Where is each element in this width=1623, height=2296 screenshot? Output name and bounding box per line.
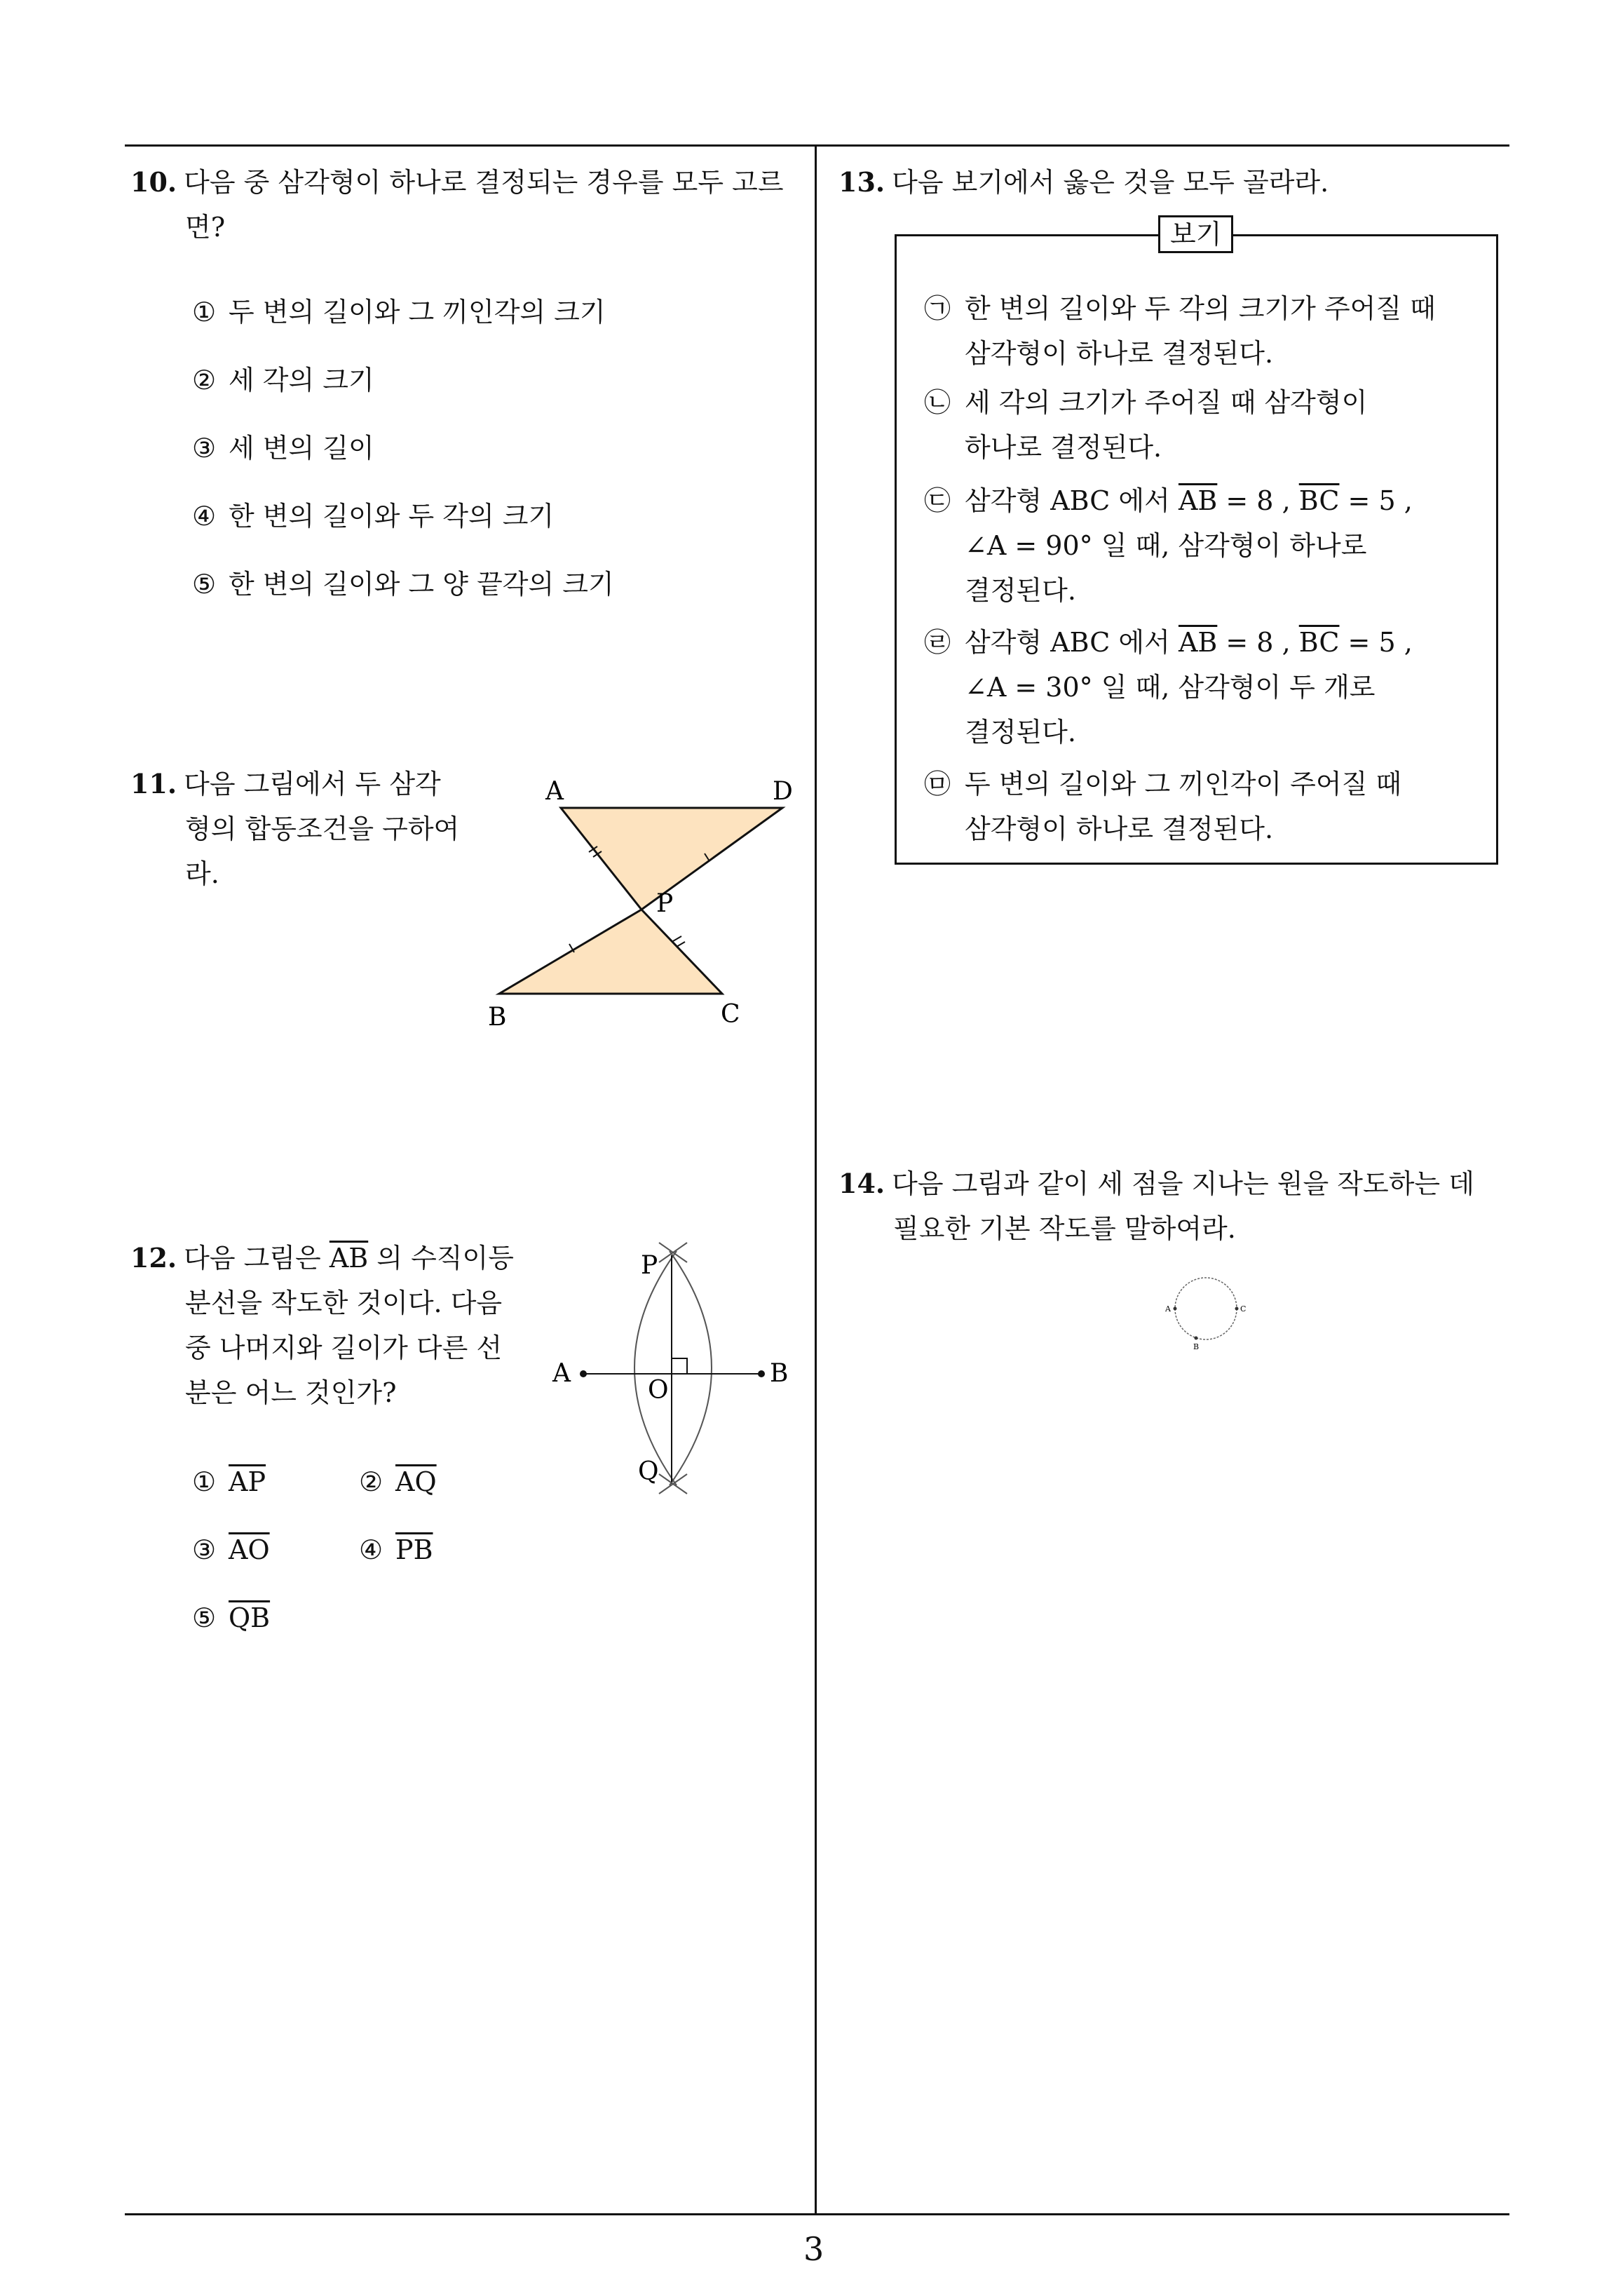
tick-cp [673, 936, 681, 941]
top-rule [125, 144, 1509, 147]
question-text-line2: 면? [185, 212, 226, 243]
label-q: Q [638, 1457, 659, 1486]
q12-choice-4[interactable]: ④ $\overline{PB}$ [359, 1534, 433, 1565]
q10-choice-4[interactable]: ④ 한 변의 길이와 두 각의 크기 [192, 501, 555, 532]
q14-circle-figure [1157, 1262, 1255, 1353]
label-a: A [1165, 1304, 1171, 1314]
label-a: A [545, 777, 564, 806]
arc-right [670, 1251, 712, 1485]
bogi-item-1: ㉠ 한 변의 길이와 두 각의 크기가 주어질 때 삼각형이 하나로 결정된다. [924, 293, 1436, 369]
question-text: 다음 보기에서 옳은 것을 모두 골라라. [892, 167, 1329, 198]
bogi-item-3: ㉢ 삼각형 ABC 에서 $\overline{AB} = 8$ , $\overline{BC} = 5$ , ∠A = 90° 일 때, 삼각형이 하나로 결정된다. [924, 485, 1413, 606]
q12-bisector-figure [547, 1241, 813, 1508]
q10-choice-5[interactable]: ⑤ 한 변의 길이와 그 양 끝각의 크기 [192, 569, 614, 600]
label-b: B [1193, 1342, 1200, 1351]
point-b [758, 1370, 765, 1377]
question-text-line1: 다음 그림에서 두 삼각 [184, 769, 441, 799]
arc-left [634, 1251, 677, 1485]
point-b [1195, 1337, 1198, 1340]
q11-triangle-figure [484, 764, 813, 1038]
tick-cp-2 [677, 942, 685, 947]
label-c: C [1240, 1304, 1247, 1314]
question-number: 14. [838, 1168, 885, 1199]
q10-choice-3[interactable]: ③ 세 변의 길이 [192, 433, 374, 464]
bottom-rule [125, 2213, 1509, 2215]
label-a: A [552, 1359, 571, 1388]
question-12: 12. 다음 그림은 $\overline{AB}$ 의 수직이등 분선을 작도한 것이다. 다음 중 나머지와 길이가 다른 선 분은 어느 것인가? [130, 1236, 537, 1415]
triangle-pbc [499, 910, 722, 994]
question-text-line2: 필요한 기본 작도를 말하여라. [893, 1213, 1236, 1244]
point-c [1235, 1307, 1239, 1311]
bogi-item-4: ㉣ 삼각형 ABC 에서 $\overline{AB} = 8$ , $\overline{BC} = 5$ , ∠A = 30° 일 때, 삼각형이 두 개로 결정된다. [924, 627, 1413, 748]
question-14 [838, 1161, 1512, 1251]
column-divider [815, 144, 817, 2215]
bogi-item-5: ㉤ 두 변의 길이와 그 끼인각이 주어질 때 삼각형이 하나로 결정된다. [924, 769, 1402, 844]
label-o: O [648, 1376, 669, 1405]
question-number: 13. [838, 166, 885, 198]
point-a [1174, 1307, 1177, 1311]
label-d: D [773, 777, 793, 806]
right-angle-mark [672, 1358, 687, 1374]
question-number: 11. [130, 768, 177, 799]
question-text-line1: 다음 그림과 같이 세 점을 지나는 원을 작도하는 데 [892, 1168, 1474, 1199]
question-text-line4: 분은 어느 것인가? [185, 1377, 397, 1408]
label-b: B [770, 1359, 789, 1388]
question-number: 10. [130, 166, 177, 198]
question-text-line2: 형의 합동조건을 구하여 [185, 813, 460, 844]
q12-choice-2[interactable]: ② $\overline{AQ}$ [359, 1466, 437, 1497]
segment-ab: $\overline{AB}$ [329, 1243, 369, 1274]
bogi-title: 보기 [1158, 215, 1233, 253]
page-number: 3 [803, 2230, 824, 2268]
question-text-line2: 분선을 작도한 것이다. 다음 [185, 1288, 503, 1318]
question-11 [130, 762, 523, 896]
bogi-item-2: ㉡ 세 각의 크기가 주어질 때 삼각형이 하나로 결정된다. [924, 387, 1368, 463]
question-number: 12. [130, 1242, 177, 1274]
q12-choice-5[interactable]: ⑤ $\overline{QB}$ [192, 1602, 271, 1633]
question-text-line3: 중 나머지와 길이가 다른 선 [185, 1332, 503, 1363]
question-10 [130, 160, 810, 250]
question-13 [838, 160, 1498, 205]
question-text-line1: 다음 중 삼각형이 하나로 결정되는 경우를 모두 고르 [184, 167, 784, 198]
q12-choice-3[interactable]: ③ $\overline{AO}$ [192, 1534, 270, 1565]
q12-choice-1[interactable]: ① $\overline{AP}$ [192, 1466, 266, 1497]
label-c: C [721, 1000, 740, 1029]
question-text-line3: 라. [185, 858, 219, 889]
label-p: P [641, 1251, 658, 1280]
q10-choice-2[interactable]: ② 세 각의 크기 [192, 365, 374, 396]
label-p: P [656, 889, 674, 918]
label-b: B [488, 1003, 507, 1032]
point-a [580, 1370, 587, 1377]
circle-through-three-points [1175, 1278, 1237, 1339]
q10-choice-1[interactable]: ① 두 변의 길이와 그 끼인각의 크기 [192, 297, 606, 327]
